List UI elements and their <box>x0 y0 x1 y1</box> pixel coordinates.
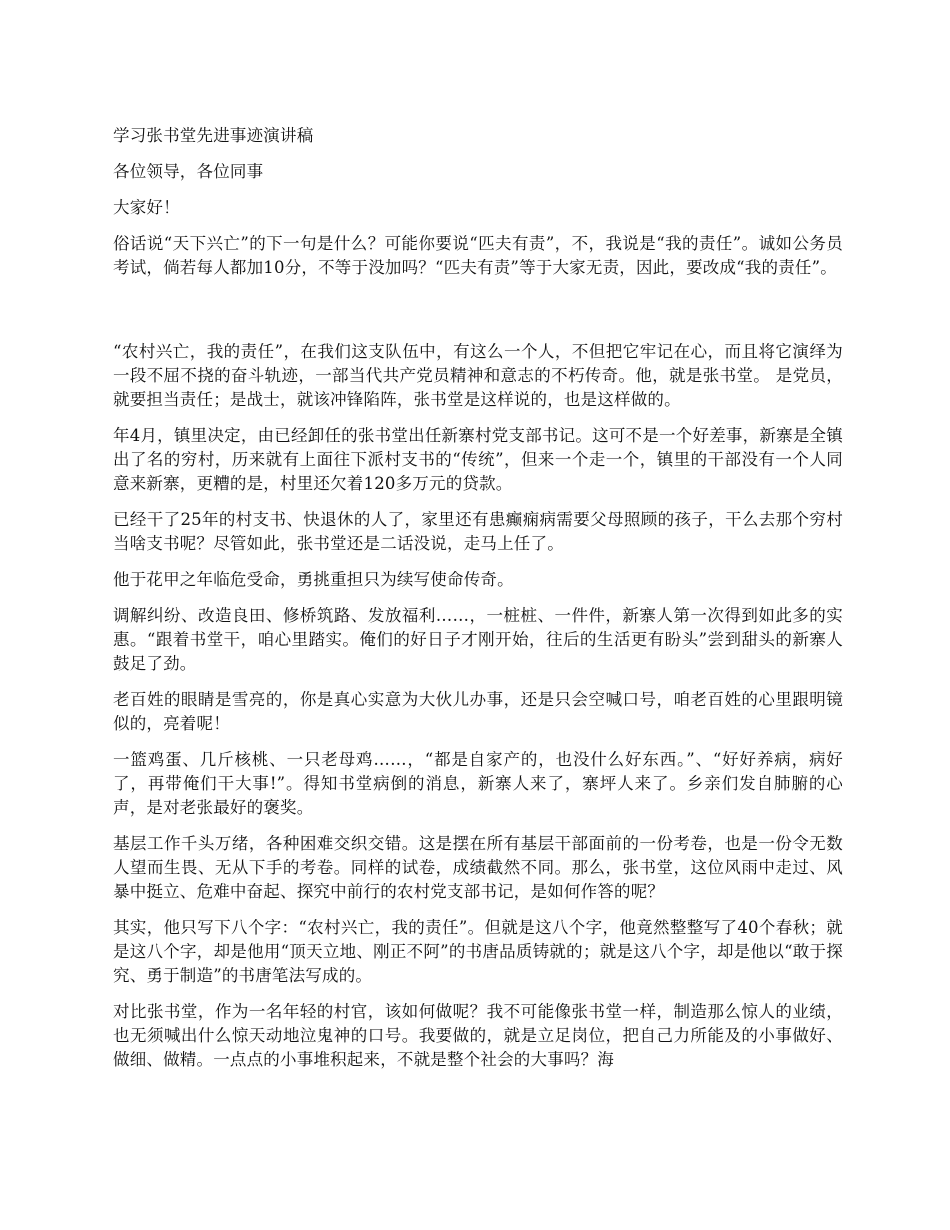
document-page <box>113 124 843 1072</box>
body-paragraph: “农村兴亡，我的责任”，在我们这支队伍中，有这么一个人，不但把它牢记在心，而且将它演绎为一段不屈不挠的奋斗轨迹，一部当代共产党员精神和意志的不朽传奇。他，就是张书堂。 是党员，就要担当责任；是战士，就该冲锋陷阵，张书堂是这样说的，也是这样做的。 <box>113 342 843 409</box>
body-paragraph: 基层工作千头万绪，各种困难交织交错。这是摆在所有基层干部面前的一份考卷，也是一份令无数人望而生畏、无从下手的考卷。同样的试卷，成绩截然不同。那么，张书堂，这位风雨中走过、风暴中挺立、危难中奋起、探究中前行的农村党支部书记，是如何作答的呢？ <box>113 834 843 901</box>
body-paragraph: 他于花甲之年临危受命，勇挑重担只为续写使命传奇。 <box>113 570 514 589</box>
document-title: 学习张书堂先进事迹演讲稿 <box>113 126 314 145</box>
body-paragraph: 调解纠纷、改造良田、修桥筑路、发放福利……，一桩桩、一件件，新寨人第一次得到如此多的实惠。“跟着书堂干，咱心里踏实。俺们的好日子才刚开始，往后的生活更有盼头”尝到甜头的新寨人鼓足了劲。 <box>113 606 843 673</box>
greeting-line: 各位领导，各位同事 <box>113 162 264 181</box>
body-paragraph: 对比张书堂，作为一名年轻的村官，该如何做呢？我不可能像张书堂一样，制造那么惊人的业绩，也无须喊出什么惊天动地泣鬼神的口号。我要做的，就是立足岗位，把自己力所能及的小事做好、 做细、做精。一点点的小事堆积起来，不就是整个社会的大事吗？海 <box>113 1002 843 1069</box>
body-paragraph: 已经干了25年的村支书、快退休的人了，家里还有患癫痫病需要父母照顾的孩子，干么去那个穷村当啥支书呢？尽管如此，张书堂还是二话没说，走马上任了。 <box>113 510 843 553</box>
body-paragraph: 俗话说“天下兴亡”的下一句是什么？可能你要说“匹夫有责”，不，我说是“我的责任”。诚如公务员考试，倘若每人都加10分，不等于没加吗？“匹夫有责”等于大家无责，因此，要改成“我的责任”。 <box>113 234 843 277</box>
body-paragraph: 其实，他只写下八个字：“农村兴亡，我的责任”。但就是这八个字，他竟然整整写了40个春秋；就是这八个字，却是他用“顶天立地、刚正不阿”的书唐品质铸就的；就是这八个字，却是他以“敢于探究、勇于制造”的书唐笔法写成的。 <box>113 918 843 985</box>
body-paragraph: 一篮鸡蛋、几斤核桃、一只老母鸡……，“都是自家产的，也没什么好东西。”、“好好养病，病好了，再带俺们干大事!”。得知书堂病倒的消息，新寨人来了，寨坪人来了。乡亲们发自肺腑的心声，是对老张最好的褒奖。 <box>113 750 843 817</box>
body-paragraph: 年4月，镇里决定，由已经卸任的张书堂出任新寨村党支部书记。这可不是一个好差事，新寨是全镇出了名的穷村，历来就有上面往下派村支书的“传统”，但来一个走一个，镇里的干部没有一个人同意来新寨，更糟的是，村里还欠着120多万元的贷款。 <box>113 426 843 493</box>
body-paragraph: 老百姓的眼睛是雪亮的，你是真心实意为大伙儿办事，还是只会空喊口号，咱老百姓的心里跟明镜似的，亮着呢！ <box>113 690 843 733</box>
greeting-line: 大家好！ <box>113 198 180 217</box>
